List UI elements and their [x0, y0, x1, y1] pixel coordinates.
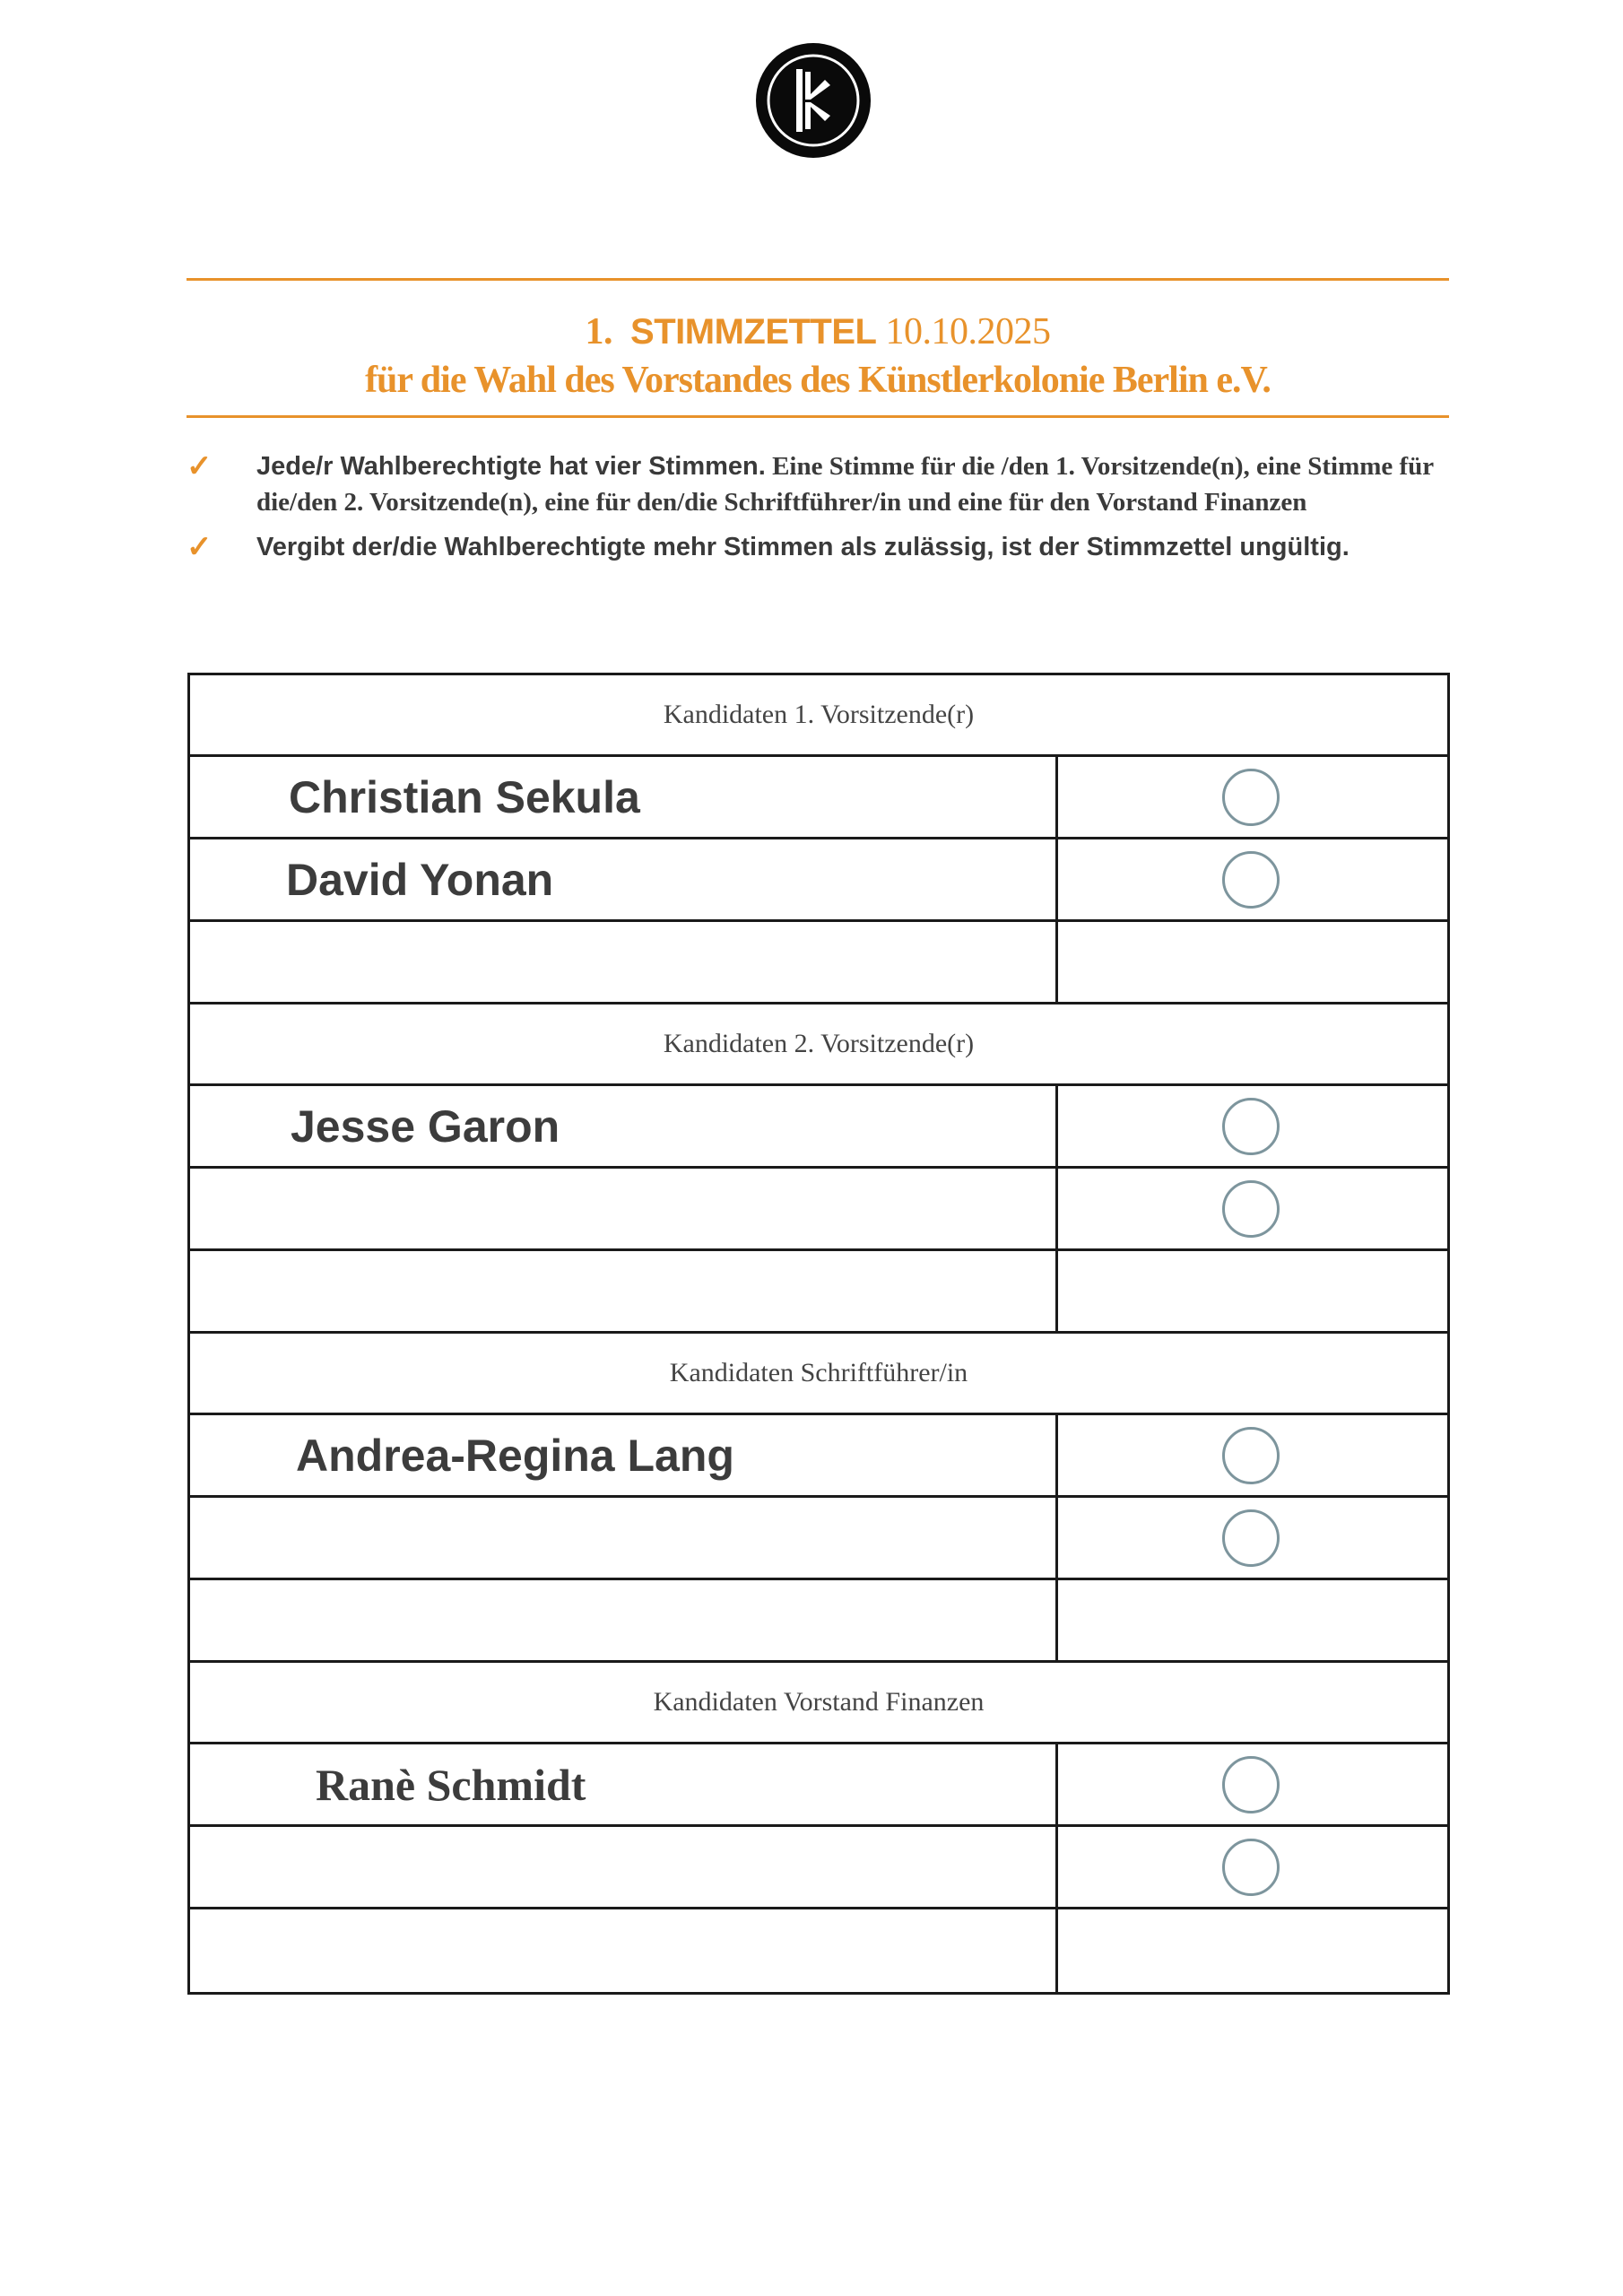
candidate-name-cell [190, 1827, 1058, 1907]
candidate-name-cell [190, 1744, 1058, 1824]
candidate-name: David Yonan [286, 854, 554, 905]
vote-cell [1058, 1251, 1447, 1331]
candidate-name: Jesse Garon [291, 1100, 560, 1152]
candidate-row [190, 1580, 1447, 1663]
candidate-row [190, 1498, 1447, 1580]
candidate-name-cell [190, 839, 1058, 919]
candidate-name-cell [190, 1498, 1058, 1578]
kk-monogram-logo [755, 42, 872, 159]
candidate-name-cell [190, 1086, 1058, 1166]
candidate-name-cell [190, 1251, 1058, 1331]
title-rule-bottom [187, 415, 1449, 418]
instruction-text: Jede/r Wahlberechtigte hat vier Stimmen. [256, 452, 766, 481]
instruction-text: Vergibt der/die Wahlberechtigte mehr Stimmen als zulässig, ist der Stimmzettel ungültig. [256, 533, 1350, 561]
candidate-name-cell [190, 757, 1058, 837]
vote-cell [1058, 1909, 1447, 1992]
vote-circle[interactable] [1222, 1839, 1280, 1896]
section-header: Kandidaten 1. Vorsitzende(r) [190, 675, 1447, 757]
vote-cell [1058, 1169, 1447, 1248]
vote-cell [1058, 839, 1447, 919]
candidate-name-cell [190, 1169, 1058, 1248]
candidate-name-cell [190, 1909, 1058, 1992]
vote-circle[interactable] [1222, 1509, 1280, 1567]
vote-cell [1058, 1086, 1447, 1166]
vote-circle[interactable] [1222, 1180, 1280, 1238]
candidate-row [190, 1169, 1447, 1251]
title-line-1 [187, 307, 1449, 357]
title-rule-top [187, 278, 1449, 281]
title-number: 1. [585, 311, 613, 352]
candidate-name: Andrea-Regina Lang [296, 1430, 734, 1481]
instruction-item [187, 529, 1460, 565]
title-subtitle: für die Wahl des Vorstandes des Künstlerkolonie Berlin e.V. [365, 360, 1271, 401]
instructions-list [187, 448, 1460, 574]
vote-circle[interactable] [1222, 1427, 1280, 1484]
candidate-row [190, 1909, 1447, 1992]
vote-circle[interactable] [1222, 851, 1280, 909]
title-date: 10.10.2025 [885, 311, 1051, 352]
vote-cell [1058, 1827, 1447, 1907]
candidate-name-cell [190, 1415, 1058, 1495]
vote-circle[interactable] [1222, 769, 1280, 826]
section-header: Kandidaten Schriftführer/in [190, 1334, 1447, 1415]
candidate-name-cell [190, 1580, 1058, 1660]
vote-cell [1058, 1498, 1447, 1578]
ballot-table [187, 673, 1450, 1995]
candidate-row [190, 1827, 1447, 1909]
logo-icon [755, 42, 872, 159]
candidate-row [190, 1415, 1447, 1498]
check-mark-icon: ✓ [187, 530, 213, 564]
candidate-name: Ranè Schmidt [316, 1759, 586, 1810]
candidate-name-cell [190, 922, 1058, 1002]
vote-cell [1058, 922, 1447, 1002]
instruction-text-detail: Eine Stimme für die /den 1. Vorsitzende(n), eine Stimme für die/den 2. Vorsitzende(n), eine für den/die Schriftführer/in und eine für den Vorstand Finanzen [256, 452, 1434, 517]
title-heading: STIMMZETTEL [630, 312, 877, 352]
instruction-item [187, 448, 1460, 520]
section-header: Kandidaten Vorstand Finanzen [190, 1663, 1447, 1744]
check-mark-icon: ✓ [187, 449, 213, 483]
vote-cell [1058, 1415, 1447, 1495]
candidate-row [190, 922, 1447, 1004]
vote-circle[interactable] [1222, 1756, 1280, 1813]
vote-circle[interactable] [1222, 1098, 1280, 1155]
candidate-row [190, 757, 1447, 839]
ballot-title [187, 307, 1449, 404]
vote-cell [1058, 1580, 1447, 1660]
candidate-row [190, 1744, 1447, 1827]
candidate-row [190, 1251, 1447, 1334]
candidate-name: Christian Sekula [289, 771, 640, 822]
vote-cell [1058, 757, 1447, 837]
candidate-row [190, 839, 1447, 922]
vote-cell [1058, 1744, 1447, 1824]
candidate-row [190, 1086, 1447, 1169]
section-header: Kandidaten 2. Vorsitzende(r) [190, 1004, 1447, 1086]
